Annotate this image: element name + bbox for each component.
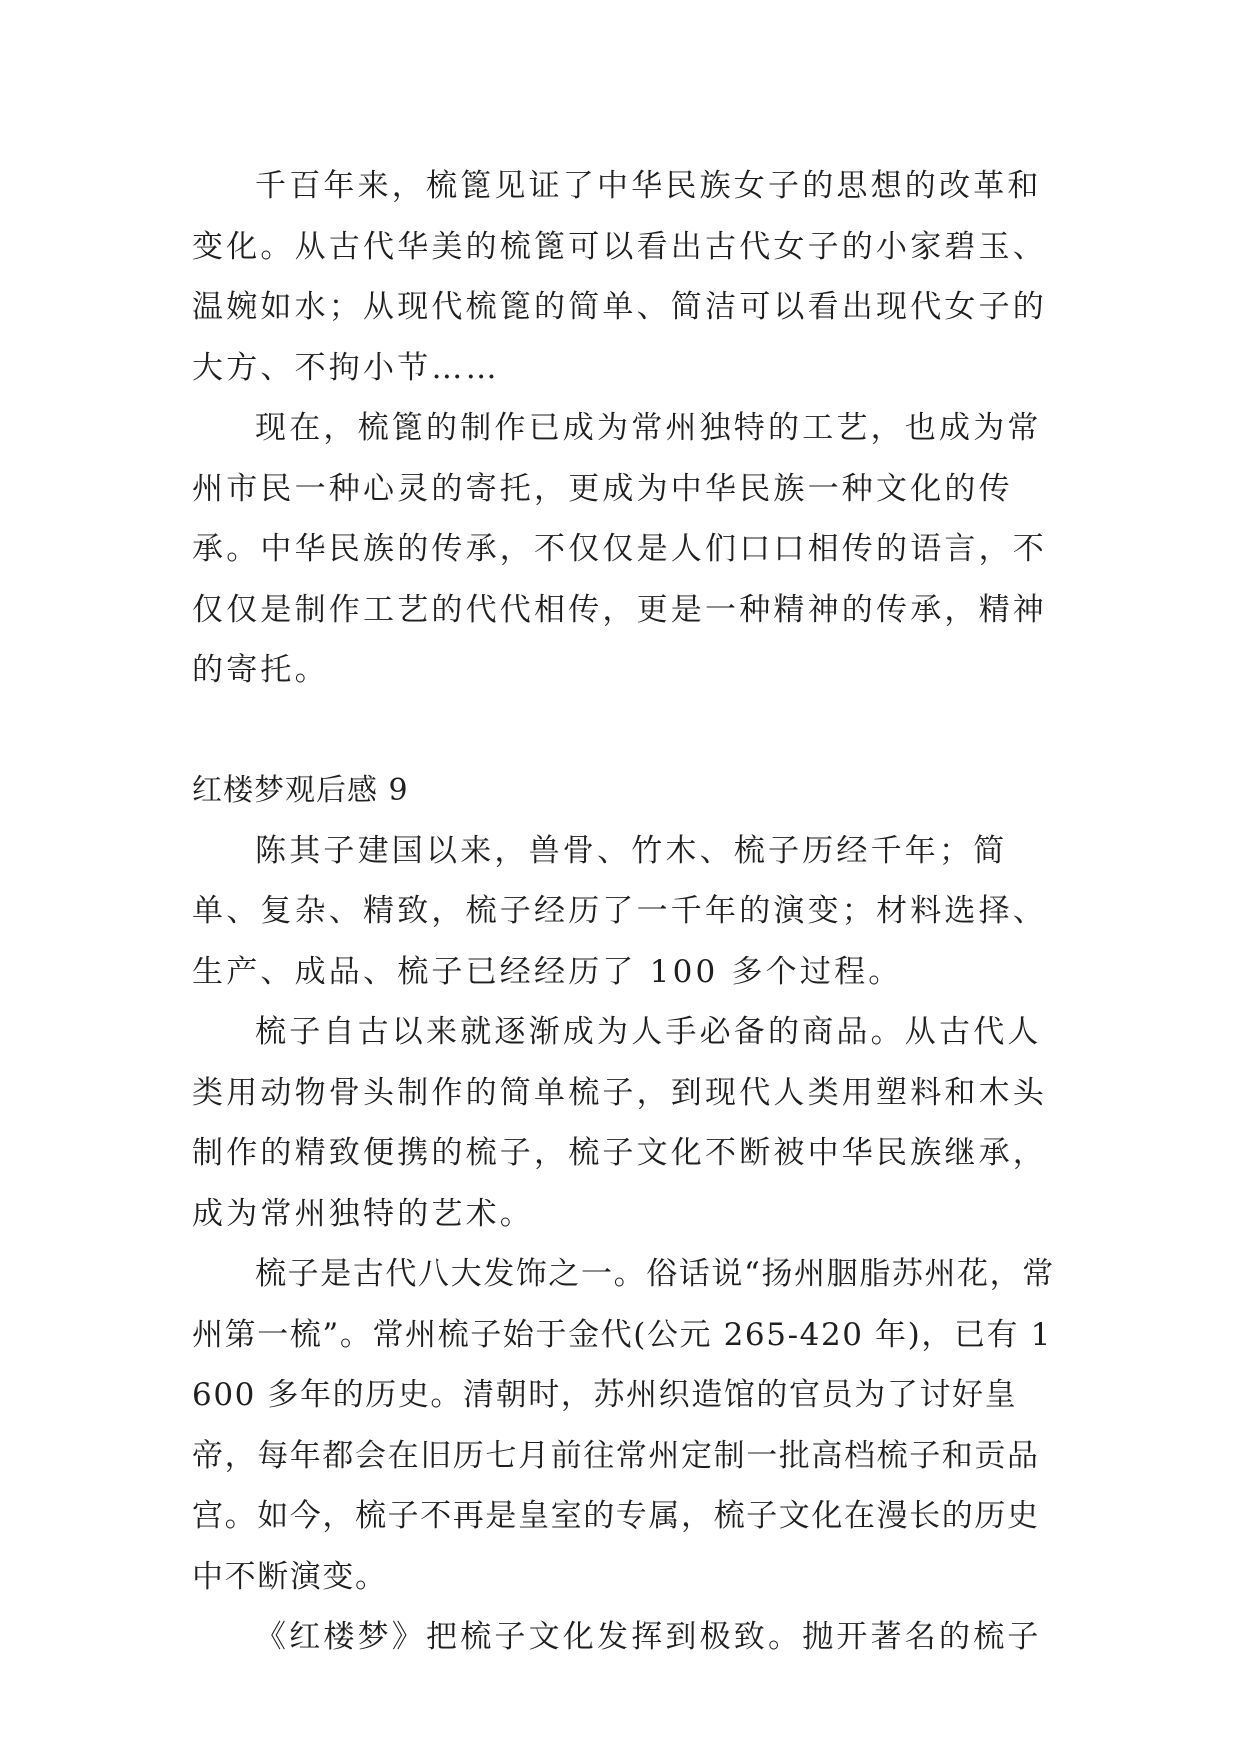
paragraph-comb-history: 陈其子建国以来，兽骨、竹木、梳子历经千年；简单、复杂、精致，梳子经历了一千年的演变；材料选择、生产、成品、梳子已经经历了 100 多个过程。 [192,832,1047,990]
paragraph-red-mansions: 《红楼梦》把梳子文化发挥到极致。抛开著名的梳子 [255,1619,1042,1655]
section-title: 红楼梦观后感 9 [192,772,409,808]
document-page [192,156,1072,1668]
paragraph-comb-necessity: 梳子自古以来就逐渐成为人手必备的商品。从古代人类用动物骨头制作的简单梳子，到现代人类用塑料和木头制作的精致便携的梳子，梳子文化不断被中华民族继承，成为常州独特的艺术。 [192,1014,1047,1232]
paragraph-comb-origin: 梳子是古代八大发饰之一。俗话说“扬州胭脂苏州花，常州第一梳”。常州梳子始于金代(公元 265-420 年)，已有 1600 多年的历史。清朝时，苏州织造馆的官员为了讨好皇帝，每年都会在旧历七月前往常州定制一批高档梳子和贡品宫。如今，梳子不再是皇室的专属，梳子文化在漫长的历史中不断演变。 [192,1256,1055,1595]
paragraph-comb-witness: 千百年来，梳篦见证了中华民族女子的思想的改革和变化。从古代华美的梳篦可以看出古代女子的小家碧玉、温婉如水；从现代梳篦的简单、简洁可以看出现代女子的大方、不拘小节…… [192,168,1047,386]
paragraph-comb-craft-today: 现在，梳篦的制作已成为常州独特的工艺，也成为常州市民一种心灵的寄托，更成为中华民族一种文化的传承。中华民族的传承，不仅仅是人们口口相传的语言，不仅仅是制作工艺的代代相传，更是一种精神的传承，精神的寄托。 [192,410,1047,688]
